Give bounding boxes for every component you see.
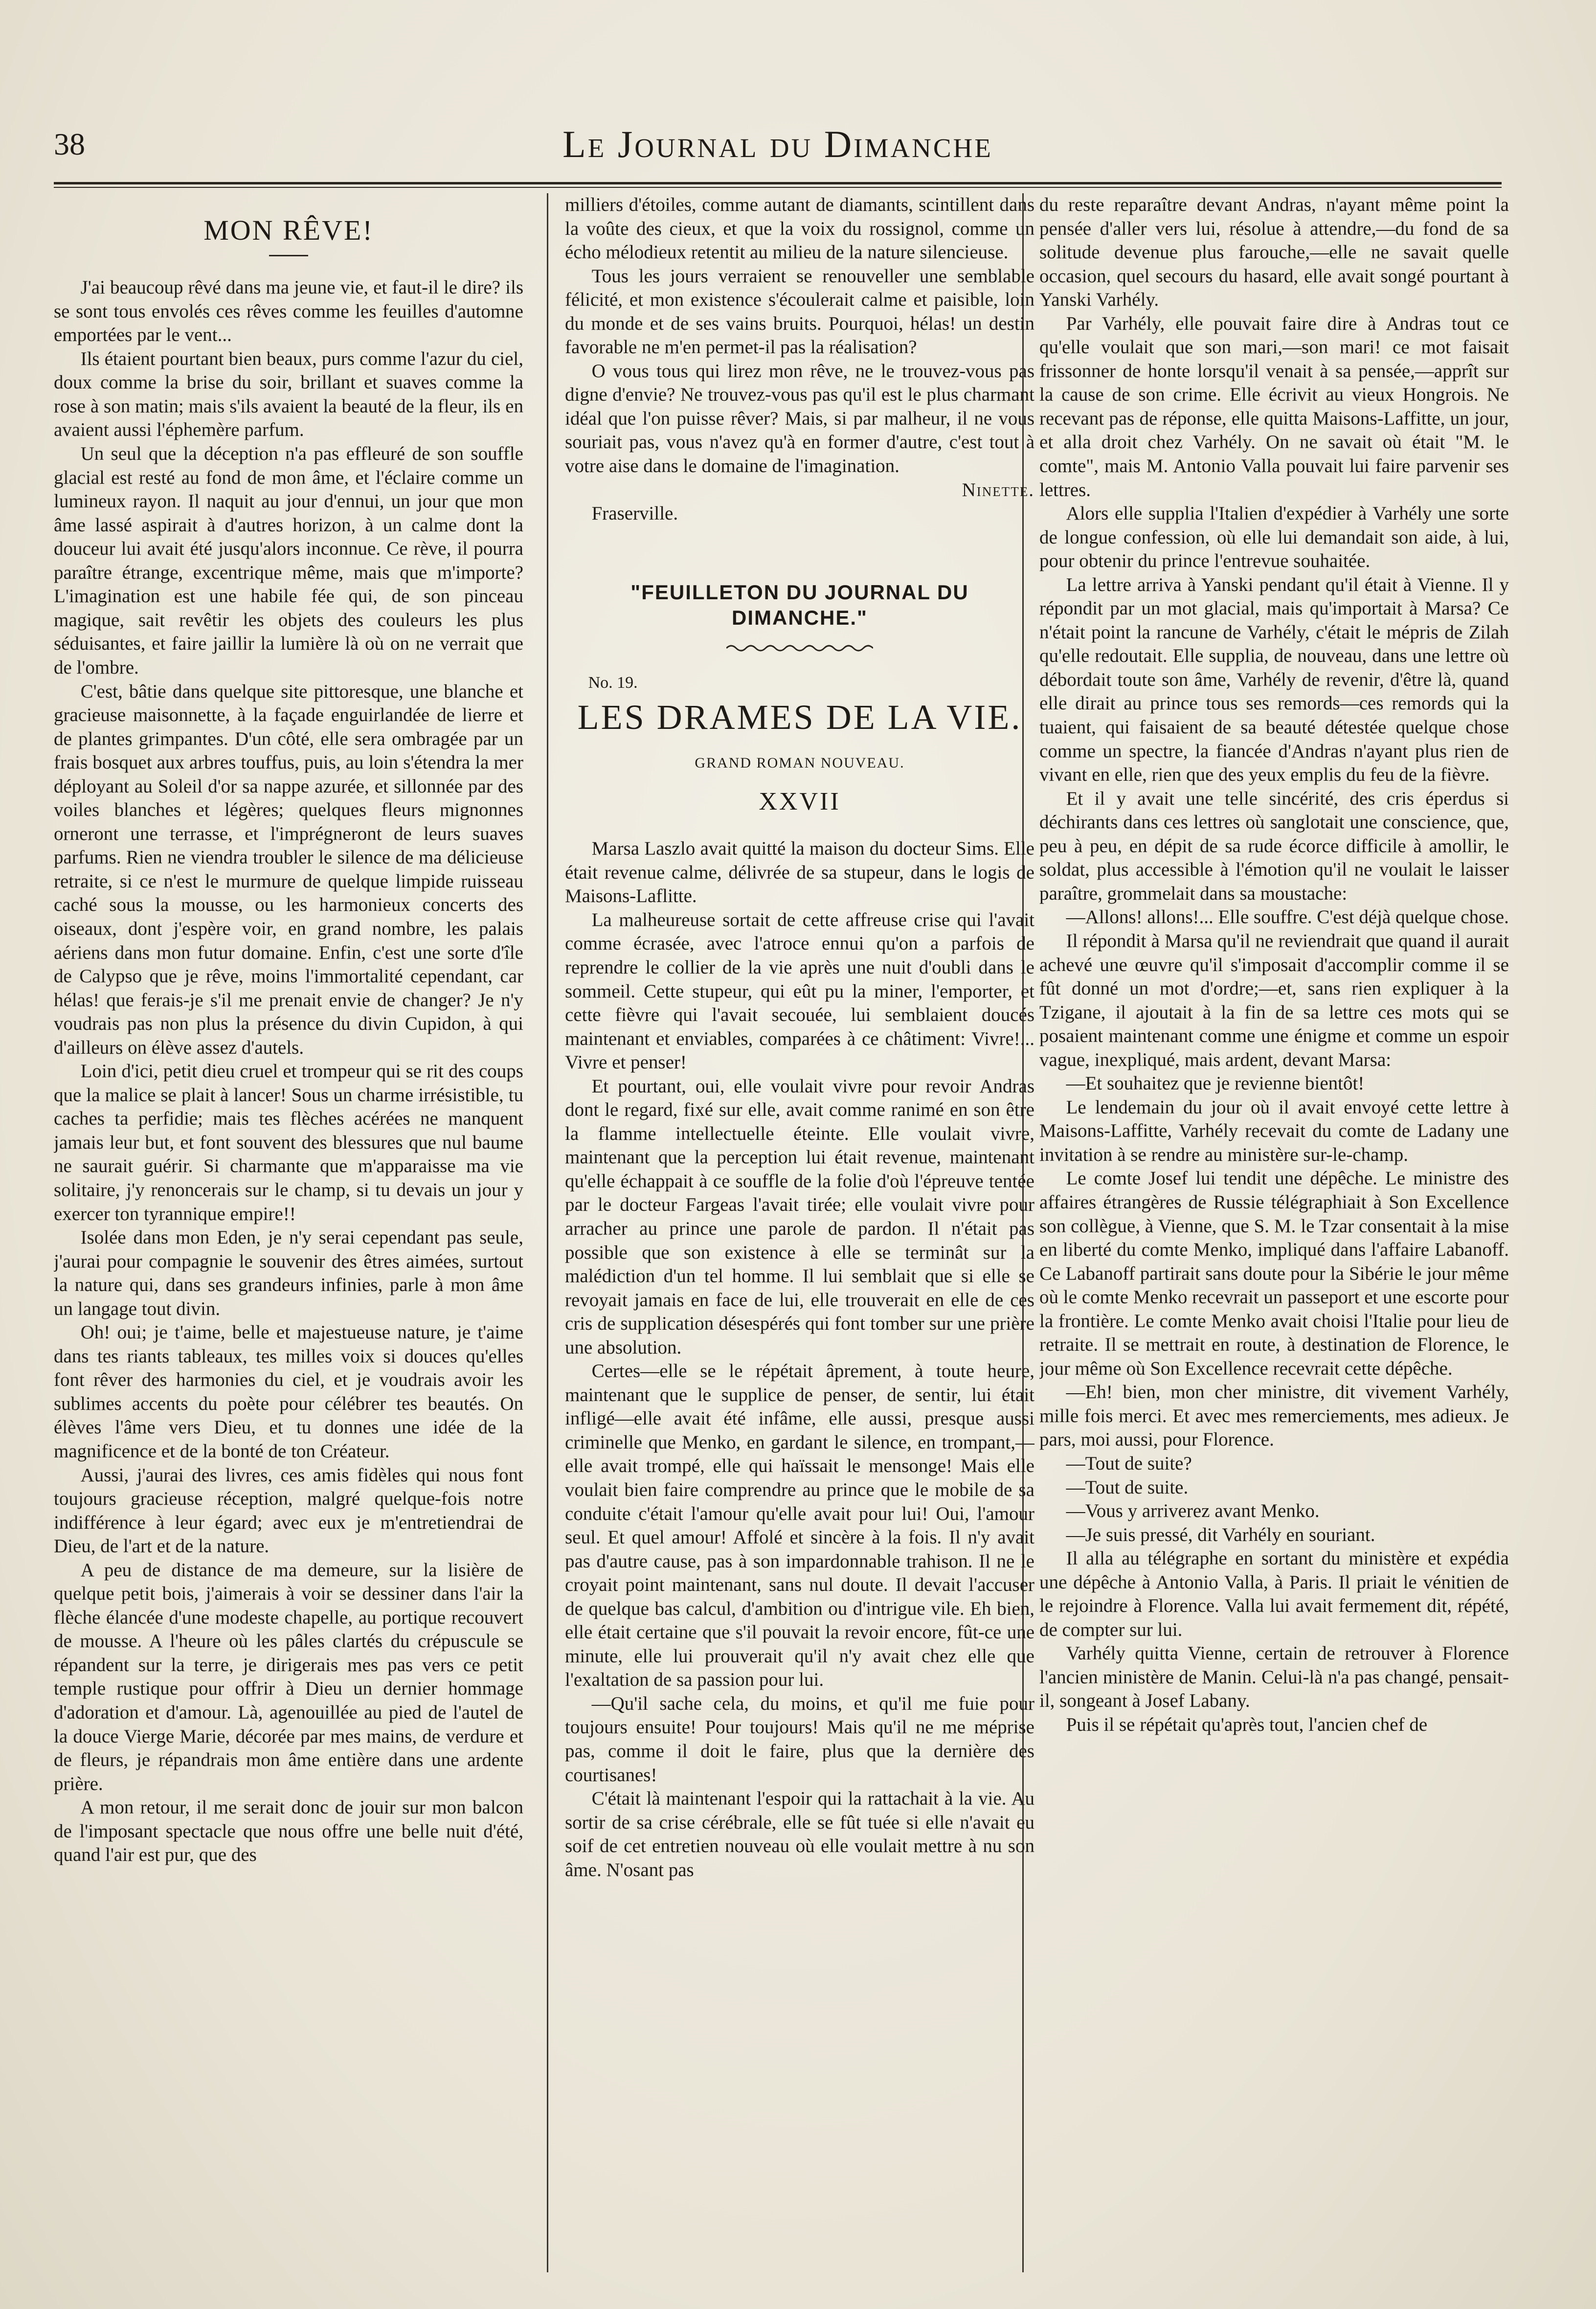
page-number: 38 [54,127,85,161]
paragraph: Le lendemain du jour où il avait envoyé cette lettre à Maisons-Laffitte, Varhély recevait du comte de Ladany une invitation à se rendre au ministère sur-le-champ. [1039,1096,1509,1165]
paragraph: Varhély quitta Vienne, certain de retrouver à Florence l'ancien ministère de Manin. Celui-là n'a pas changé, pensait-il, songeant à Josef Labany. [1039,1643,1509,1712]
paragraph: Alors elle supplia l'Italien d'expédier à Varhély une sorte de longue confession, où elle lui demandait son aide, à lui, pour obtenir du prince l'entrevue souhaitée. [1039,503,1509,572]
location: Fraserville. [591,503,678,524]
paragraph: —Tout de suite? [1066,1452,1192,1474]
paragraph: La lettre arriva à Yanski pendant qu'il était à Vienne. Il y répondit par un mot glacial, mais qu'importait à Marsa? Ce n'était point la rancune de Varhély, c'était le mépris de Zilah qu'elle redoutait. Elle supplia, de nouveau, dans une lettre où débordait toute son âme, Varhély de revenir, d'être là, quand elle dirait au prince tous ses remords—ces remords qui la tuaient, qui faisaient de sa beauté détestée quelque chose comme un spectre, la fiancée d'Andras n'ayant plus rien de vivant en elle, rien que des yeux emplis du feu de la fièvre. [1039,574,1509,786]
column-divider [547,193,548,2272]
paragraph: Oh! oui; je t'aime, belle et majestueuse nature, je t'aime dans tes riants tableaux, tes milles voix si douces qu'elles font rêver des harmonies du ciel, et je voudrais avoir les sublimes accents du poète pour célébrer tes beautés. On élèves l'âme vers Dieu, et tu donnes une idée de la magnificence et de la bonté de ton Créateur. [54,1322,523,1462]
page-header [54,117,1502,176]
story-paragraph: C'était là maintenant l'espoir qui la rattachait à la vie. Au sortir de sa crise cérébrale, elle se fût tuée si elle n'avait eu soif de cet entretien nouveau où elle voulait mettre à nu son âme. N'osant pas [565,1788,1034,1880]
paragraph: —Tout de suite. [1066,1476,1189,1498]
article-title: MON RÊVE! [203,214,374,246]
story-paragraph: Certes—elle se le répétait âprement, à toute heure, maintenant que le supplice de penser, de sentir, lui était infligé—elle avait été infâme, elle aussi, presque aussi criminelle que Menko, en gardant le silence, en trompant,—elle avait trompé, elle qui haïssait le mensonge! Mais elle voulait bien faire comprendre au prince que le mobile de sa conduite c'était l'amour qu'elle avait pour lui! Oui, l'amour seul. Et quel amour! Affolé et sincère à la fois. Il n'y avait pas d'autre cause, pas à son impardonnable trahison. Il ne le croyait point maintenant, sans nul doute. Il devait l'accuser de quelque bas calcul, d'ambition ou d'intrigue vile. Eh bien, elle était certaine que s'il pouvait la revoir encore, fût-ce une minute, elle lui prouverait qu'il n'y avait chez elle que l'exaltation de sa passion pour lui. [565,1360,1034,1691]
serial-subtitle: GRAND ROMAN NOUVEAU. [695,755,905,771]
header-rule [54,182,1502,188]
column-1 [54,193,523,2272]
story-paragraph: —Qu'il sache cela, du moins, et qu'il me fuie pour toujours ensuite! Pour toujours! Mais qu'il ne me méprise pas, comme il doit le faire, plus que la dernière des courtisanes! [565,1693,1034,1786]
paragraph: C'est, bâtie dans quelque site pittoresque, une blanche et gracieuse maisonnette, à la façade enguirlandée de lierre et de plantes grimpantes. D'un côté, elle sera ombragée par un frais bosquet aux arbres touffus, puis, au loin s'étendra la mer déployant au Soleil d'or sa nappe azurée, et sillonnée par des voiles blanches et légères; quelques fleurs mignonnes orneront une terrasse, et l'imprégneront de leurs suaves parfums. Rien ne viendra troubler le silence de ma délicieuse retraite, si ce n'est le murmure de quelque limpide ruisseau caché sous la mousse, ou les harmonieux concerts des oiseaux, dont j'espère voir, en grand nombre, les palais aériens dans mon futur domaine. Enfin, c'est une sorte d'île de Calypso que je rêve, moins l'immortalité cependant, car hélas! que ferais-je s'il me prenait envie de changer? Je n'y voudrais pas non plus la présence du divin Cupidon, à qui d'ailleurs on élève assez d'autels. [54,680,523,1058]
signature: Ninette. [962,479,1034,500]
serial-title: LES DRAMES DE LA VIE. [577,697,1022,737]
paragraph: A peu de distance de ma demeure, sur la lisière de quelque petit bois, j'aimerais à voir se dessiner dans l'air la flèche élancée d'une modeste chapelle, au portique recouvert de mousse. A l'heure où les pâles clartés du crépuscule se répandent sur la terre, je dirigerais mes pas vers ce petit temple rustique pour offrir à Dieu un dernier hommage d'adoration et d'amour. Là, agenouillée au pied de l'autel de la douce Vierge Marie, décorée par mes mains, de verdure et de fleurs, je répandrais mon âme entière dans une ardente prière. [54,1559,523,1794]
episode-number: No. 19. [588,674,638,692]
paragraph: Isolée dans mon Eden, je n'y serai cependant pas seule, j'aurai pour compagnie le souvenir des êtres aimées, surtout la nature qui, dans ses grandeurs infinies, parle à mon âme un langage tout divin. [54,1227,523,1319]
paragraph: milliers d'étoiles, comme autant de diamants, scintillent dans la voûte des cieux, et que la voix du rossignol, comme un écho mélodieux retentit au milieu de la nature silencieuse. [565,194,1034,263]
paragraph: A mon retour, il me serait donc de jouir sur mon balcon de l'imposant spectacle que nous offre une belle nuit d'été, quand l'air est pur, que des [54,1797,523,1866]
chapter-number: XXVII [759,787,841,815]
paragraph: J'ai beaucoup rêvé dans ma jeune vie, et faut-il le dire? ils se sont tous envolés ces rêves comme les feuilles d'automne emportées par le vent... [54,277,523,346]
paragraph: —Vous y arriverez avant Menko. [1066,1500,1320,1522]
paragraph: —Je suis pressé, dit Varhély en souriant. [1066,1524,1375,1545]
paragraph: Un seul que la déception n'a pas effleuré de son souffle glacial est resté au fond de mon âme, et l'éclaire comme un lumineux rayon. Il naquit au jour d'ennui, un jour que mon âme lassé aspirait à d'autres horizon, à un calme dont la douceur lui avait été jusqu'alors inconnue. Ce rève, il pourra paraître étrange, excentrique même, mais que m'importe? L'imagination est une habile fée qui, de son pinceau magique, sait revêtir les objets des couleurs les plus séduisantes, et faire jaillir la lumière là où on ne verrait que de l'ombre. [54,443,523,678]
paragraph: Il répondit à Marsa qu'il ne reviendrait que quand il aurait achevé une œuvre qu'il s'imposait d'accomplir comme il se fût donné un mot d'ordre;—et, sans rien expliquer à la Tzigane, il ajoutait à la fin de sa lettre ces mots qui se posaient maintenant comme une énigme et comme un espoir vague, inexpliqué, mais ardent, devant Marsa: [1039,930,1509,1070]
paragraph: Par Varhély, elle pouvait faire dire à Andras tout ce qu'elle voulait que son mari,—son mari! ce mot faisait frissonner de honte lorsqu'il venait à sa pensée,—apprît sur la cause de son crime. Elle écrivit au vieux Hongrois. Ne recevant pas de réponse, elle quitta Maisons-Laffitte, un jour, et alla droit chez Varhély. On ne savait où était "M. le comte", mais M. Antonio Valla pouvait lui faire parvenir ses lettres. [1039,313,1509,500]
paragraph: O vous tous qui lirez mon rêve, ne le trouvez-vous pas digne d'envie? Ne trouvez-vous pas qu'il est le plus charmant idéal que l'on puisse rêver? Mais, si par malheur, il ne vous souriait pas, vous n'avez qu'à en former d'autre, c'est tout à votre aise dans le domaine de l'imagination. [565,360,1034,477]
paragraph: Il alla au télégraphe en sortant du ministère et expédia une dépêche à Antonio Valla, à Paris. Il priait le vénitien de le rejoindre à Florence. Valla lui avait fermement dit, répété, de compter sur lui. [1039,1548,1509,1640]
column-2 [565,193,1034,2272]
paragraph: Le comte Josef lui tendit une dépêche. Le ministre des affaires étrangères de Russie télégraphiait à Son Excellence son collègue, à Vienne, que S. M. le Tzar consentait à la mise en liberté du comte Menko, impliqué dans l'affaire Labanoff. Ce Labanoff partirait sans doute pour la Sibérie le jour même où le comte Menko recevrait un passeport et une escorte pour la frontière. Le comte Menko avait choisi l'Italie pour lieu de retraite. Il se mettrait en route, à destination de Florence, le jour même où Son Excellence recevrait cette dépêche. [1039,1168,1509,1379]
journal-title: Le Journal du Dimanche [562,123,993,165]
story-paragraph: Marsa Laszlo avait quitté la maison du docteur Sims. Elle était revenue calme, délivrée de sa stupeur, dans le logis de Maisons-Laflitte. [565,838,1034,907]
story-paragraph: La malheureuse sortait de cette affreuse crise qui l'avait comme écrasée, avec l'atroce ennui qu'on a parfois de reprendre le collier de la vie après une nuit d'oubli dans le sommeil. Cette stupeur, qui eût pu la miner, l'emporter, et cette fièvre qui l'avait secouée, lui semblaient doucés maintenant et enviables, comparées à ce châtiment: Vivre!... Vivre et penser! [565,909,1034,1073]
paragraph: Tous les jours verraient se renouveller une semblable félicité, et mon existence s'écoulerait calme et paisible, loin du monde et de ses vains bruits. Pourquoi, hélas! un destin favorable ne m'en permet-il pas la réalisation? [565,265,1034,358]
paragraph: Et il y avait une telle sincérité, des cris éperdus si déchirants dans ces lettres où sanglotait une conscience, que, peu à peu, en dépit de sa rude écorce difficile à amollir, le soldat, plus accessible à l'émotion qu'il ne voulait le laisser paraître, grommelait dans sa moustache: [1039,788,1509,904]
feuilleton-heading: "FEUILLETON DU JOURNAL DU DIMANCHE." [630,580,969,629]
paragraph: —Eh! bien, mon cher ministre, dit vivement Varhély, mille fois merci. Et avec mes remerciements, mes adieux. Je pars, moi aussi, pour Florence. [1039,1381,1509,1450]
paragraph: Ils étaient pourtant bien beaux, purs comme l'azur du ciel, doux comme la brise du soir, brillant et suaves comme la rose à son matin; mais s'ils avaient la beauté de la fleur, ils en avaient aussi l'éphemère parfum. [54,348,523,441]
paragraph: —Allons! allons!... Elle souffre. C'est déjà quelque chose. [1066,906,1509,928]
column-3 [1039,193,1509,2272]
wavy-ornament [726,643,873,653]
paragraph: —Et souhaitez que je revienne bientôt! [1066,1073,1365,1094]
paragraph: du reste reparaître devant Andras, n'ayant même point la pensée d'aller vers lui, résolue à attendre,—du fond de sa solitude devenue plus farouche,—elle ne savait quelle occasion, quel secours du hasard, elle avait songé pourtant à Yanski Varhély. [1039,194,1509,311]
paragraph: Puis il se répétait qu'après tout, l'ancien chef de [1066,1714,1428,1735]
paragraph: Loin d'ici, petit dieu cruel et trompeur qui se rit des coups que la malice se plait à lancer! Sous un charme irrésistible, tu caches ta perfidie; mais tes flèches acérées ne manquent jamais leur but, et font souvent des blessures que nul baume ne saurait guérir. Si charmante que m'apparaisse ma vie solitaire, j'y renoncerais sur le champ, si tu devais un jour y exercer ton tyrannique empire!! [54,1061,523,1224]
paragraph: Aussi, j'aurai des livres, ces amis fidèles qui nous font toujours gracieuse réception, malgré quelque-fois notre indifférence à leur égard; avec eux je m'entretiendrai de Dieu, de l'art et de la nature. [54,1464,523,1557]
story-paragraph: Et pourtant, oui, elle voulait vivre pour revoir Andras dont le regard, fixé sur elle, avait comme ranimé en son être la flamme intellectuelle éteinte. Elle voulait vivre, maintenant que la perception lui était revenue, maintenant qu'elle échappait à ce souffle de la folie d'où l'épreuve tentée par le docteur Fargeas l'avait tirée; elle voulait vivre pour arracher au prince une parole de pardon. Il n'était pas possible que son existence à elle se terminât sur la malédiction d'un tel homme. Il lui semblait que si elle se revoyait jamais en face de lui, elle trouverait en elle de ces cris de supplication désespérés qui font tomber sur une prière une absolution. [565,1075,1034,1358]
title-rule [269,255,308,256]
